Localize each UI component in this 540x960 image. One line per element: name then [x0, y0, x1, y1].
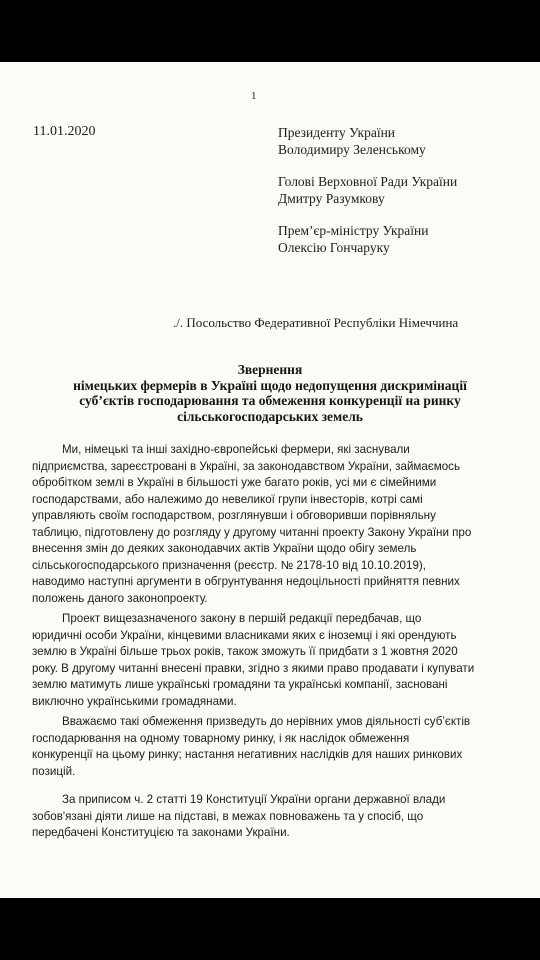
document-title [30, 362, 510, 424]
text-line: управляють своїм господарством, розглянувши і обговоривши порівняльну [32, 509, 436, 522]
text-line: положень даного законопроекту. [32, 591, 208, 605]
letter-date: 11.01.2020 [33, 124, 96, 139]
recipients-block [278, 124, 528, 271]
title-line: Звернення [237, 362, 303, 377]
recipient-name: Олексію Гончаруку [278, 240, 390, 255]
text-line: наводимо наступні аргументи в обгрунтування недоцільності прийняття певних [32, 575, 460, 588]
recipient-title: Голові Верховної Ради України [278, 174, 458, 189]
text-line: господарювання на одному товарному ринку, і як наслідок обмеження [32, 731, 410, 745]
recipient-name: Дмитру Разумкову [278, 191, 385, 206]
text-line: виключно українськими громадянами. [32, 694, 237, 708]
via-embassy-line: ./. Посольство Федеративної Республіки Німеччина [173, 315, 459, 330]
paragraph-2 [32, 611, 492, 710]
recipient-parliament-head [278, 173, 528, 207]
document-page [0, 62, 540, 898]
paragraph-1 [32, 442, 492, 607]
text-line: обробітком землі в Україні в більшості уже багато років, усі ми є сімейними [32, 476, 437, 489]
text-line: сільськогосподарського призначення (реєстр. № 2178-10 від 10.10.2019), [32, 558, 426, 572]
recipient-president [278, 124, 528, 158]
text-line: позицій. [32, 764, 76, 778]
text-line: Проект вищезазначеного закону в першій редакції передбачав, що [62, 612, 422, 625]
title-line: суб’єктів господарювання та обмеження конкуренції на ринку [79, 393, 461, 408]
paragraph-spacer [32, 784, 492, 792]
text-line: Ми, німецькі та інші західно-європейські фермери, які заснували [62, 443, 410, 456]
text-line: конкуренції на цьому ринку; настання негативних наслідків для наших ринкових [32, 748, 463, 761]
paragraph-4 [32, 792, 492, 842]
text-line: року. В другому читанні внесені правки, згідно з якими право продавати і купувати [32, 661, 475, 675]
document-body [32, 442, 492, 846]
text-line: землю в Україні більше трьох років, також зможуть її придбати з 1 жовтня 2020 [32, 645, 458, 658]
title-line: німецьких фермерів в Україні щодо недопущення дискримінації [73, 377, 467, 393]
text-line: Вважаємо такі обмеження призведуть до нерівних умов діяльності суб’єктів [62, 715, 471, 728]
text-line: таблицю, підготовлену до розгляду у другому читанні проекту Закону України про [32, 525, 472, 539]
recipient-title: Президенту України [278, 125, 396, 140]
recipient-prime-minister [278, 222, 528, 256]
text-line: юридичні особи України, кінцевими власниками яких є іноземці і які орендують [32, 628, 457, 642]
text-line: внесення змін до деяких законодавчих актів України щодо обігу земель [32, 542, 417, 555]
text-line: передбачені Конституцією та законами України. [32, 826, 290, 839]
title-line: сільськогосподарських земель [177, 408, 363, 424]
text-line: господарствами, або належимо до невеликої групи інвесторів, котрі самі [32, 492, 423, 506]
text-line: підприємства, зареєстровані в Україні, за законодавством України, займаємось [32, 459, 461, 473]
text-line: землю матимуть лише українські громадяни та українські компанії, засновані [32, 678, 448, 691]
page-number: 1 [251, 90, 257, 102]
recipient-title: Прем’єр-міністру України [278, 223, 429, 238]
text-line: зобов'язані діяти лише на підставі, в межах повноважень та у спосіб, що [32, 809, 424, 823]
text-line: За приписом ч. 2 статті 19 Конституції України органи державної влади [62, 793, 446, 806]
paragraph-3 [32, 714, 492, 780]
recipient-name: Володимиру Зеленському [278, 142, 426, 157]
